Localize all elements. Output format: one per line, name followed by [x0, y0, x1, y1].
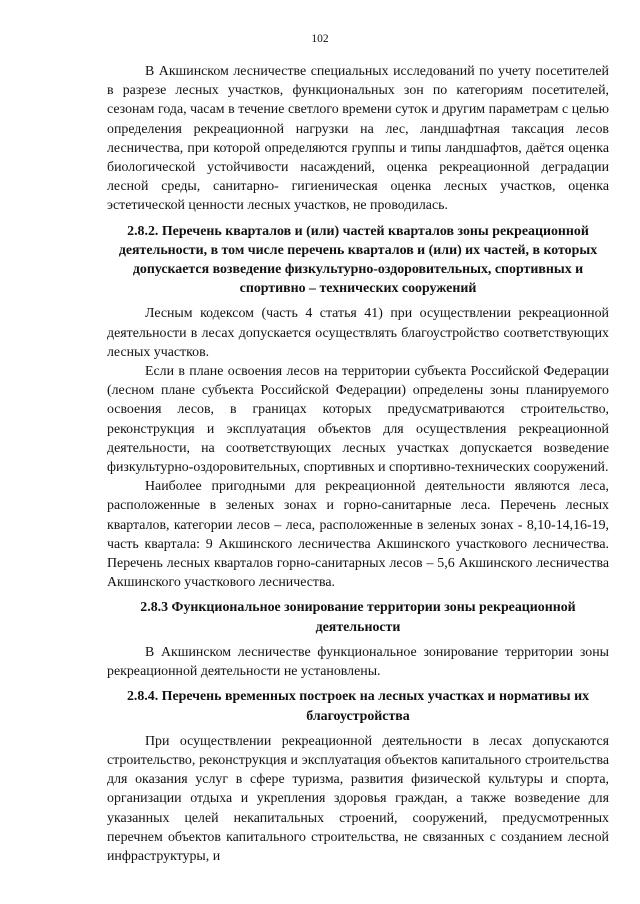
paragraph-suitable-forests: Наиболее пригодными для рекреационной деятельности являются леса, расположенные в зеленых зонах и горно-санитарные леса. Перечень лесных кварталов, категории лесов – леса, расположенные в зеленых зонах - 8,10-14,16-19, часть квартала: 9 Акшинского лесничества Акшинского участкового лесничества. Перечень лесных кварталов горно-санитарных лесов – 5,6 Акшинского лесничества Акшинского участкового лесничества. — [107, 479, 609, 591]
paragraph-forest-code: Лесным кодексом (часть 4 статья 41) при осуществлении рекреационной деятельности в лесах допускается осуществлять благоустройство соответствующих лесных участков. — [107, 306, 609, 360]
section-heading-2-8-2: 2.8.2. Перечень кварталов и (или) частей кварталов зоны рекреационной деятельности, в том числе перечень кварталов и (или) их частей, в которых допускается возведение физкультурно-оздоровительных, спортивных и спортивно – технических сооружений — [118, 223, 598, 297]
section-heading-2-8-3: 2.8.3 Функциональное зонирование территории зоны рекреационной деятельности — [140, 600, 576, 635]
paragraph-functional-zoning: В Акшинском лесничестве функциональное зонирование территории зоны рекреационной деятельности не установлены. — [107, 644, 609, 680]
page-content — [107, 62, 609, 866]
section-heading-2-8-4: 2.8.4. Перечень временных построек на лесных участках и нормативы их благоустройства — [126, 689, 590, 724]
paragraph-forest-plan: Если в плане освоения лесов на территории субъекта Российской Федерации (лесном плане субъекта Российской Федерации) определены зоны планируемого освоения лесов, в границах которых предусматриваются строительство, реконструкция и эксплуатация объектов для осуществления рекреационной деятельности, на соответствующих лесных участках допускается возведение физкультурно-оздоровительных, спортивных и спортивно-технических сооружений. — [107, 364, 609, 476]
paragraph-no-recreation-studies: В Акшинском лесничестве специальных исследований по учету посетителей в разрезе лесных участков, функциональных зон по категориям посетителей, сезонам года, часам в течение светлого времени суток и другим параметрам с целью определения рекреационной нагрузки на лес, ландшафтная таксация лесов лесничества, при которой определяются группы и типы ландшафтов, даётся оценка биологической устойчивости насаждений, оценка рекреационной деградации лесной среды, санитарно- гигиеническая оценка лесных участков, оценка эстетической ценности лесных участков, не проводилась. — [107, 64, 609, 214]
page-number: 102 — [311, 33, 329, 45]
paragraph-temporary-buildings: При осуществлении рекреационной деятельности в лесах допускаются строительство, реконструкция и эксплуатация объектов капитального строительства для оказания услуг в сфере туризма, развития физической культуры и спорта, организации отдыха и укрепления здоровья граждан, а также возведение для указанных целей некапитальных строений, сооружений, предусмотренных перечнем объектов капитального строительства, не связанных с созданием лесной инфраструктуры, и — [107, 733, 609, 864]
